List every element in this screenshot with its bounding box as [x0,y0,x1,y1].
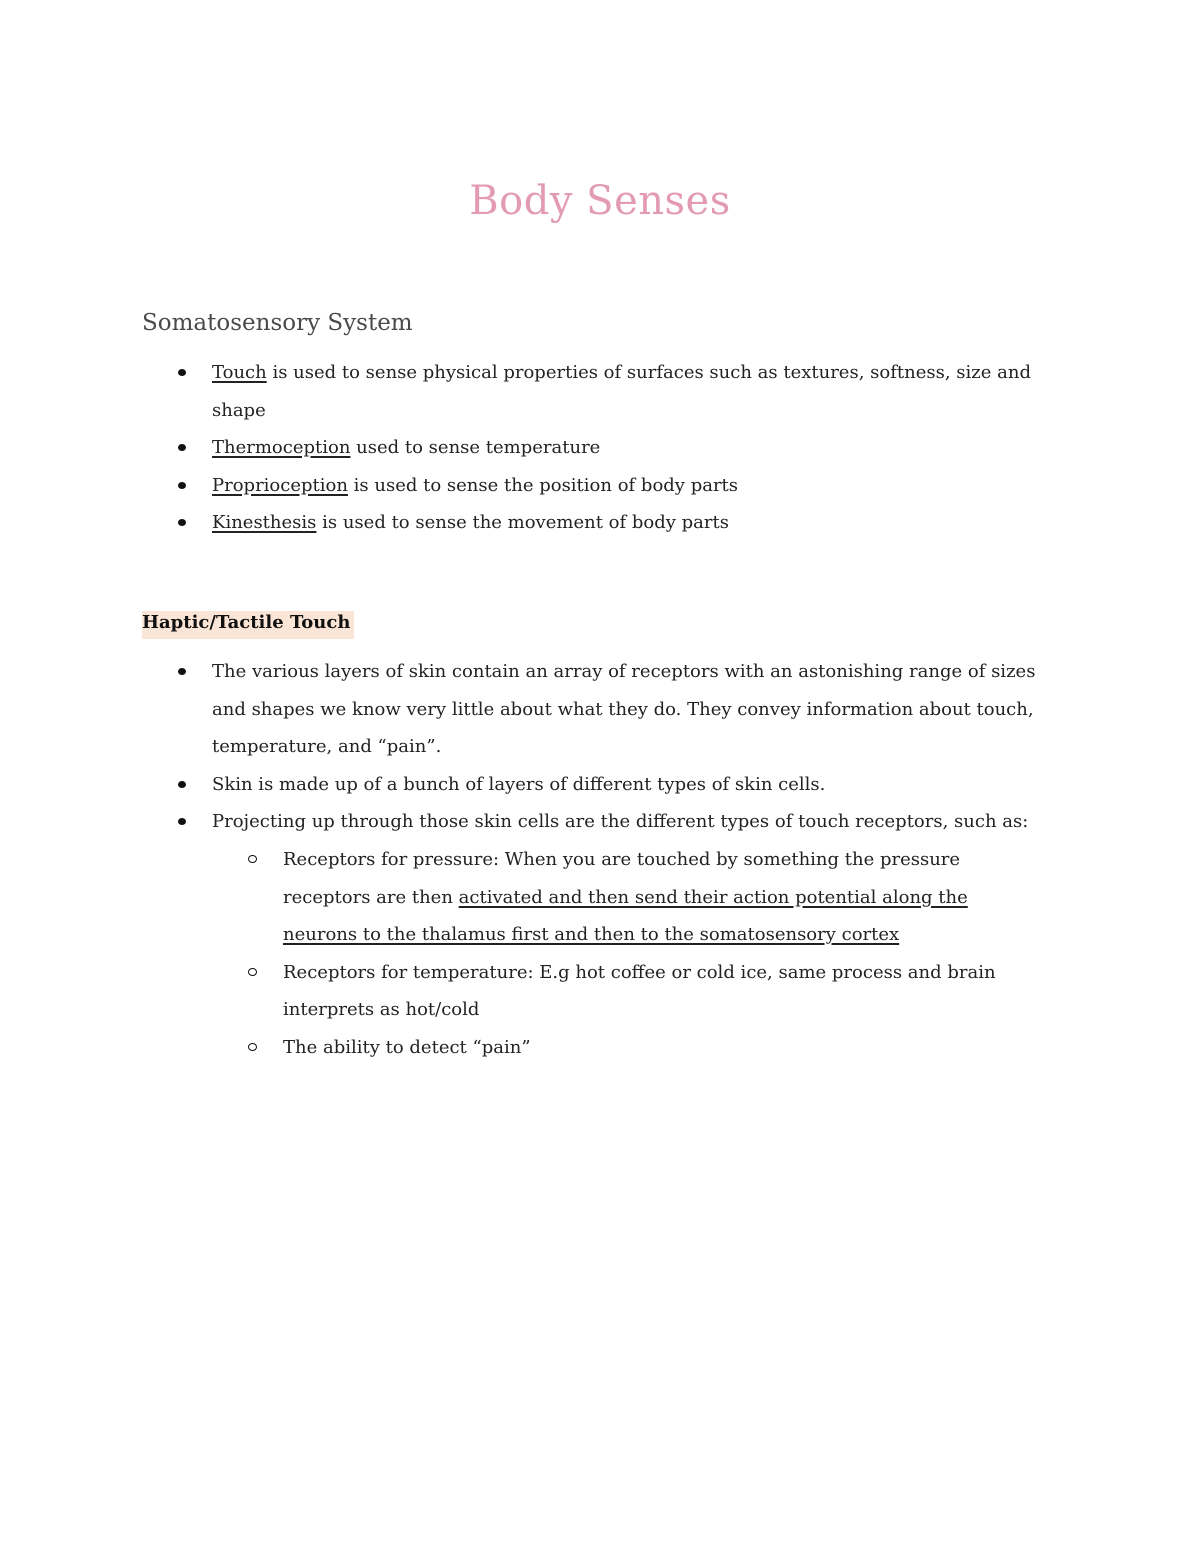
document-title: Body Senses [469,178,731,224]
bullet-icon [178,818,186,825]
term-kinesthesis: Kinesthesis [212,512,317,534]
list-item [0,653,1200,766]
sub-list-item [0,1029,1200,1067]
bullet-icon [178,519,186,526]
hollow-bullet-icon [248,968,257,976]
item-text: Receptors for temperature: E.g hot coffee or cold ice, same process and brain interprets as hot/cold [283,961,996,1021]
item-text: Receptors for pressure: When you are touched by something the pressure receptors are then [283,848,961,908]
bullet-icon [178,781,186,788]
section-heading-somatosensory: Somatosensory System [142,310,413,336]
hollow-bullet-icon [248,1043,257,1051]
somatosensory-list [0,354,1200,542]
list-item [0,429,1200,467]
item-text: The ability to detect “pain” [283,1036,531,1058]
item-text: is used to sense the movement of body parts [316,512,729,534]
list-item [0,504,1200,542]
item-text: is used to sense the position of body parts [347,474,739,496]
list-item [0,766,1200,804]
item-text: Projecting up through those skin cells are the different types of touch receptors, such as: [212,811,1029,833]
bullet-icon [178,444,186,451]
list-item [0,803,1200,841]
list-item [0,467,1200,505]
item-text: is used to sense physical properties of surfaces such as textures, softness, size and shape [212,362,1031,421]
bullet-icon [178,369,186,376]
sub-list-item [0,841,1200,954]
term-touch: Touch [212,362,267,383]
bullet-icon [178,668,186,675]
hollow-bullet-icon [248,855,257,863]
haptic-list [0,653,1200,1067]
sub-list-item [0,954,1200,1029]
section-heading-haptic: Haptic/Tactile Touch [142,611,354,639]
item-text: The various layers of skin contain an array of receptors with an astonishing range of sizes and shapes we know very little about what they do. They convey information about touch, temperature, and “pain”. [212,661,1036,758]
item-text: used to sense temperature [350,437,601,459]
bullet-icon [178,482,186,489]
term-thermoception: Thermoception [212,437,351,459]
list-item [0,354,1200,429]
term-proprioception: Proprioception [212,474,348,496]
item-text: Skin is made up of a bunch of layers of different types of skin cells. [212,773,826,795]
underlined-text: activated and then send their action potential along the neurons to the thalamus first and then to the somatosensory cortex [283,886,968,946]
